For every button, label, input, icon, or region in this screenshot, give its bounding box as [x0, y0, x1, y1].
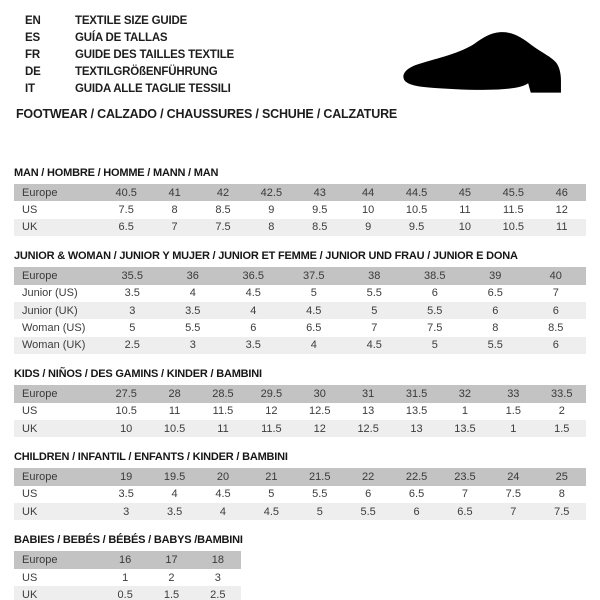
row-label: UK — [14, 503, 102, 520]
table-row — [14, 184, 586, 201]
language-title: GUÍA DE TALLAS — [75, 32, 168, 44]
size-value: 38 — [344, 267, 405, 284]
size-table — [14, 468, 586, 520]
language-code: ES — [25, 32, 40, 44]
row-label: Europe — [14, 468, 102, 485]
size-value: 2.5 — [195, 586, 241, 600]
row-label: Woman (UK) — [14, 337, 102, 354]
language-title: GUIDA ALLE TAGLIE TESSILI — [75, 83, 231, 95]
size-value: 3 — [163, 337, 224, 354]
table-row — [14, 267, 586, 284]
size-value: 35.5 — [102, 267, 163, 284]
size-value: 12 — [296, 420, 344, 437]
section-title: CHILDREN / INFANTIL / ENFANTS / KINDER / BAMBINI — [14, 451, 288, 464]
size-value: 22 — [344, 468, 392, 485]
size-table — [14, 267, 586, 354]
size-value: 5.5 — [465, 337, 526, 354]
size-value: 11 — [538, 219, 586, 236]
size-value: 30 — [296, 385, 344, 402]
table-row — [14, 586, 241, 600]
table-row — [14, 385, 586, 402]
size-value: 43 — [296, 184, 344, 201]
size-value: 6 — [392, 503, 440, 520]
size-value: 11 — [459, 204, 471, 217]
language-code: IT — [25, 83, 35, 95]
size-value: 28.5 — [199, 385, 247, 402]
row-label: Europe — [14, 551, 102, 568]
size-value: 12 — [265, 405, 278, 418]
size-value: 7 — [461, 488, 468, 501]
table-row — [14, 219, 586, 236]
size-value: 44.5 — [392, 184, 440, 201]
size-value: 4.5 — [245, 287, 261, 300]
table-row — [14, 337, 586, 354]
size-value: 8 — [558, 488, 565, 501]
size-value: 12.5 — [344, 420, 392, 437]
size-value: 1 — [122, 571, 129, 584]
size-value: 7.5 — [199, 219, 247, 236]
size-value: 38.5 — [405, 267, 466, 284]
size-value: 5.5 — [344, 503, 392, 520]
size-value: 3.5 — [118, 488, 134, 501]
section-title: KIDS / NIÑOS / DES GAMINS / KINDER / BAMBINI — [14, 368, 262, 381]
section-man — [14, 167, 586, 236]
language-code: FR — [25, 49, 40, 61]
size-value: 5.5 — [405, 302, 466, 319]
size-value: 13 — [392, 420, 440, 437]
size-value: 8.5 — [215, 204, 231, 217]
size-value: 5 — [296, 503, 344, 520]
size-value: 2 — [558, 405, 565, 418]
size-value: 29.5 — [247, 385, 295, 402]
language-code: EN — [25, 15, 41, 27]
size-value: 42.5 — [247, 184, 295, 201]
size-value: 11 — [199, 420, 247, 437]
size-value: 3.5 — [124, 287, 140, 300]
table-row — [14, 486, 586, 503]
table-row — [14, 420, 586, 437]
size-value: 4.5 — [247, 503, 295, 520]
row-label: US — [22, 405, 38, 418]
size-value: 21.5 — [296, 468, 344, 485]
size-value: 12.5 — [309, 405, 331, 418]
size-value: 7 — [489, 503, 537, 520]
size-value: 42 — [199, 184, 247, 201]
size-value: 9.5 — [312, 204, 328, 217]
size-value: 46 — [538, 184, 586, 201]
size-value: 7 — [371, 322, 378, 335]
size-value: 36 — [163, 267, 224, 284]
section-children — [14, 451, 586, 520]
size-value: 5 — [268, 488, 275, 501]
row-label: Europe — [14, 267, 102, 284]
size-value: 6 — [250, 322, 257, 335]
size-value: 11.5 — [503, 204, 524, 217]
size-value: 13.5 — [441, 420, 489, 437]
size-value: 11 — [168, 405, 181, 418]
table-row — [14, 503, 586, 520]
size-value: 44 — [344, 184, 392, 201]
size-value: 8.5 — [296, 219, 344, 236]
size-value: 20 — [199, 468, 247, 485]
row-label: UK — [14, 586, 102, 600]
row-label: US — [22, 488, 38, 501]
size-value: 31 — [344, 385, 392, 402]
size-value: 3.5 — [163, 302, 224, 319]
size-value: 41 — [150, 184, 198, 201]
size-value: 4 — [171, 488, 178, 501]
size-value: 18 — [195, 551, 241, 568]
size-value: 33 — [489, 385, 537, 402]
size-value: 19 — [102, 468, 150, 485]
section-title: MAN / HOMBRE / HOMME / MANN / MAN — [14, 167, 219, 179]
size-value: 10 — [362, 204, 375, 217]
size-value: 5 — [344, 302, 405, 319]
table-row — [14, 201, 586, 218]
size-value: 22.5 — [392, 468, 440, 485]
size-value: 6.5 — [487, 287, 503, 300]
size-value: 27.5 — [102, 385, 150, 402]
size-value: 31.5 — [392, 385, 440, 402]
size-value: 1 — [489, 420, 537, 437]
size-value: 25 — [538, 468, 586, 485]
size-value: 3 — [102, 503, 150, 520]
size-value: 1.5 — [505, 405, 521, 418]
size-value: 5.5 — [185, 322, 201, 335]
size-table — [14, 385, 586, 437]
size-value: 11.5 — [212, 405, 234, 418]
size-value: 10.5 — [150, 420, 198, 437]
size-value: 37.5 — [284, 267, 345, 284]
size-value: 5 — [405, 337, 466, 354]
size-value: 5 — [129, 322, 136, 335]
size-value: 6.5 — [102, 219, 150, 236]
size-value: 23.5 — [441, 468, 489, 485]
size-value: 8 — [492, 322, 499, 335]
document-header — [0, 0, 600, 121]
size-value: 6.5 — [306, 322, 322, 335]
size-value: 32 — [441, 385, 489, 402]
row-label: US — [22, 204, 38, 217]
size-value: 1.5 — [538, 420, 586, 437]
row-label: Junior (US) — [22, 287, 78, 300]
size-value: 4.5 — [215, 488, 231, 501]
size-value: 13.5 — [405, 405, 428, 418]
size-value: 9.5 — [392, 219, 440, 236]
section-babies — [14, 534, 586, 600]
size-value: 45 — [441, 184, 489, 201]
size-value: 7 — [150, 219, 198, 236]
size-value: 6 — [365, 488, 372, 501]
size-value: 36.5 — [223, 267, 284, 284]
row-label: UK — [14, 420, 102, 437]
size-value: 28 — [150, 385, 198, 402]
size-value: 10.5 — [115, 405, 137, 418]
size-value: 2 — [168, 571, 175, 584]
size-value: 39 — [465, 267, 526, 284]
size-value: 10 — [102, 420, 150, 437]
section-title: JUNIOR & WOMAN / JUNIOR Y MUJER / JUNIOR ET FEMME / JUNIOR UND FRAU / JUNIOR E DONA — [14, 250, 518, 263]
size-value: 10 — [441, 219, 489, 236]
section-junior-woman — [14, 250, 586, 354]
size-value: 16 — [102, 551, 148, 568]
size-value: 4.5 — [284, 302, 345, 319]
size-value: 19.5 — [150, 468, 198, 485]
row-label: UK — [14, 219, 102, 236]
size-value: 8 — [247, 219, 295, 236]
language-title: TEXTILGRÖßENFÜHRUNG — [75, 66, 218, 78]
size-value: 7.5 — [538, 503, 586, 520]
size-value: 7.5 — [505, 488, 521, 501]
row-label: Woman (US) — [22, 322, 86, 335]
size-value: 4 — [284, 337, 345, 354]
size-value: 21 — [247, 468, 295, 485]
row-label: Europe — [14, 385, 102, 402]
size-value: 10.5 — [405, 204, 428, 217]
size-value: 4 — [189, 287, 196, 300]
row-label: Europe — [14, 184, 102, 201]
size-value: 5 — [310, 287, 317, 300]
language-title: TEXTILE SIZE GUIDE — [75, 15, 188, 27]
language-title: GUIDE DES TAILLES TEXTILE — [75, 49, 234, 61]
size-value: 6 — [465, 302, 526, 319]
size-value: 6.5 — [441, 503, 489, 520]
size-value: 4.5 — [344, 337, 405, 354]
size-value: 33.5 — [538, 385, 586, 402]
table-row — [14, 302, 586, 319]
table-row — [14, 403, 586, 420]
size-value: 4 — [223, 302, 284, 319]
size-value: 9 — [344, 219, 392, 236]
size-value: 6 — [431, 287, 438, 300]
size-value: 5.5 — [366, 287, 382, 300]
size-value: 1 — [461, 405, 468, 418]
size-value: 11.5 — [247, 420, 295, 437]
size-value: 12 — [555, 204, 568, 217]
size-value: 6 — [526, 302, 587, 319]
size-value: 17 — [148, 551, 194, 568]
size-value: 45.5 — [489, 184, 537, 201]
table-row — [14, 319, 586, 336]
table-row — [14, 285, 586, 302]
size-value: 4 — [199, 503, 247, 520]
size-table — [14, 551, 241, 600]
size-value: 3 — [214, 571, 221, 584]
size-value: 6.5 — [408, 488, 425, 501]
row-label: US — [22, 571, 38, 584]
size-value: 7 — [552, 287, 559, 300]
section-kids — [14, 368, 586, 437]
size-value: 8 — [171, 204, 178, 217]
size-table — [14, 184, 586, 236]
dress-shoe-icon — [395, 27, 587, 103]
table-row — [14, 468, 586, 485]
size-value: 10.5 — [489, 219, 537, 236]
size-value: 3.5 — [150, 503, 198, 520]
size-tables — [0, 167, 600, 600]
size-value: 24 — [489, 468, 537, 485]
size-value: 2.5 — [102, 337, 163, 354]
size-value: 3 — [102, 302, 163, 319]
size-value: 9 — [268, 204, 275, 217]
section-title: BABIES / BEBÉS / BÉBÉS / BABYS /BAMBINI — [14, 534, 243, 547]
size-value: 40 — [526, 267, 587, 284]
size-value: 7.5 — [427, 322, 443, 335]
size-value: 7.5 — [118, 204, 134, 217]
size-value: 6 — [526, 337, 587, 354]
category-heading: FOOTWEAR / CALZADO / CHAUSSURES / SCHUHE / CALZATURE — [16, 107, 398, 121]
language-code: DE — [25, 66, 41, 78]
size-value: 0.5 — [102, 586, 148, 600]
size-value: 3.5 — [223, 337, 284, 354]
size-value: 8.5 — [548, 322, 564, 335]
table-row — [14, 551, 241, 568]
size-value: 5.5 — [312, 488, 328, 501]
table-row — [14, 569, 241, 586]
size-value: 13 — [362, 405, 375, 418]
size-value: 40.5 — [102, 184, 150, 201]
row-label: Junior (UK) — [14, 302, 102, 319]
size-value: 1.5 — [148, 586, 194, 600]
